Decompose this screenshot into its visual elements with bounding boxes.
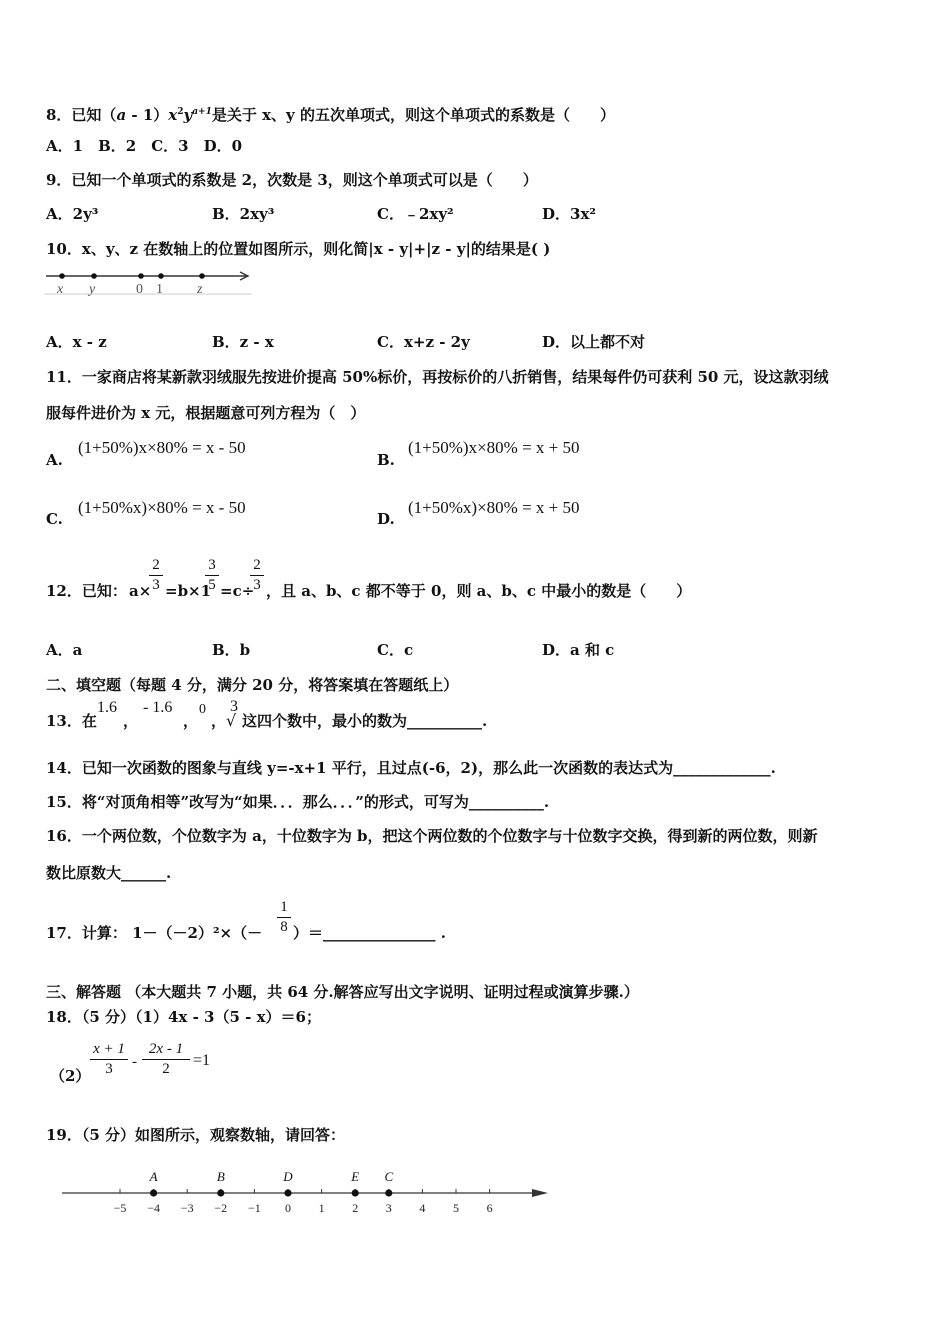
- q12-frac2-bar: [205, 575, 219, 576]
- q18-equals-one: =1: [193, 1052, 211, 1069]
- q13-post: 这四个数中，最小的数为__________.: [242, 712, 488, 730]
- q8-post: 是关于 x、y 的五次单项式，则这个单项式的系数是（ ）: [211, 106, 615, 124]
- q10-point-1: [158, 273, 164, 279]
- q19-point-D: [284, 1189, 291, 1196]
- question-9-stem: 9．已知一个单项式的系数是 2，次数是 3，则这个单项式可以是（ ）: [46, 171, 538, 189]
- question-8-options: A．1 B．2 C．3 D．0: [46, 137, 243, 155]
- q18-frac1-bar: [90, 1059, 128, 1060]
- q18-frac1-den: 3: [105, 1061, 113, 1077]
- question-8-stem: [46, 102, 615, 125]
- q10-point-y: [91, 273, 97, 279]
- q19-tick-label-9: 4: [419, 1201, 426, 1215]
- question-15: 15．将“对顶角相等”改写为“如果．．．那么．．．”的形式，可写为__________.: [46, 793, 550, 811]
- section-3-heading: 三、解答题 （本大题共 7 小题，共 64 分.解答应写出文字说明、证明过程或演算步骤.）: [46, 983, 639, 1001]
- q13-sep-3: ，: [211, 712, 227, 730]
- q18-part2-label: （2）: [50, 1067, 91, 1085]
- q19-tick-label-1: −4: [147, 1201, 160, 1215]
- q10-label-z: z: [197, 282, 203, 297]
- q12-a-times: a×: [129, 582, 152, 600]
- question-18-part1: 18．（5 分）（1）4x - 3（5 - x）＝6；: [46, 1008, 321, 1026]
- q8-y-exp: a+1: [192, 107, 212, 117]
- q13-sep-1: ，: [123, 712, 139, 730]
- q12-option-c: C．c: [377, 641, 414, 659]
- q12-fraction-2: [205, 557, 219, 594]
- q12-frac1-den: 3: [152, 577, 160, 593]
- q10-point-0: [138, 273, 144, 279]
- q19-tick-label-7: 2: [352, 1201, 359, 1215]
- q10-label-x: x: [57, 282, 64, 297]
- question-10-stem: 10．x、y、z 在数轴上的位置如图所示，则化简|x - y|+|z - y|的结果是( ): [46, 240, 551, 258]
- q11-option-b-label: B.: [377, 451, 395, 469]
- q8-var-a: a: [116, 106, 127, 124]
- q13-sep-2: ，: [183, 712, 199, 730]
- q18-frac2-den: 2: [162, 1061, 170, 1077]
- q10-label-y: y: [89, 282, 96, 297]
- q19-tick-label-10: 5: [453, 1201, 459, 1215]
- q17-post: ）＝_______________ .: [293, 924, 446, 942]
- q8-var-y: y: [183, 106, 193, 124]
- q10-option-c: C．x+z - 2y: [377, 333, 470, 351]
- q10-point-z: [199, 273, 205, 279]
- q12-tail: ，且 a、b、c 都不等于 0，则 a、b、c 中最小的数是（ ）: [266, 582, 692, 600]
- q12-fraction-3: [250, 557, 264, 594]
- q12-option-b: B．b: [212, 641, 251, 659]
- question-11-stem-line2: 服每件进价为 x 元，根据题意可列方程为（ ）: [46, 404, 366, 422]
- q12-frac1-num: 2: [152, 557, 160, 573]
- q19-tick-label-11: 6: [486, 1201, 493, 1215]
- question-16-line1: 16．一个两位数，个位数字为 a，十位数字为 b，把这个两位数的个位数字与十位数字交换，得到新的两位数，则新: [46, 827, 818, 845]
- q18-frac2-bar: [142, 1059, 190, 1060]
- q19-axis-arrow: [532, 1189, 548, 1197]
- q10-option-d: D．以上都不对: [542, 333, 646, 351]
- q12-frac2-den: 5: [208, 577, 216, 593]
- q9-option-d: D．3x²: [542, 205, 596, 223]
- q13-number-1: 1.6: [97, 699, 117, 716]
- q19-tick-label-6: 1: [318, 1201, 325, 1215]
- q10-label-1: 1: [156, 282, 163, 297]
- q19-number-line: [58, 1164, 558, 1220]
- q19-point-C: [385, 1189, 392, 1196]
- q19-tick-label-3: −2: [214, 1201, 228, 1215]
- q13-number-3: 0: [199, 702, 206, 717]
- q17-frac-bar: [277, 917, 291, 918]
- q10-option-b: B．z - x: [212, 333, 274, 351]
- q19-point-label-A: A: [149, 1169, 158, 1184]
- q19-tick-label-4: −1: [248, 1201, 261, 1215]
- q10-label-0: 0: [136, 282, 143, 297]
- question-11-stem-line1: 11．一家商店将某新款羽绒服先按进价提高 50%标价，再按标价的八折销售，结果每件仍可获利 50 元，设这款羽绒: [46, 368, 829, 386]
- q12-frac3-num: 2: [253, 557, 261, 573]
- q13-sqrt-sign: √: [226, 711, 237, 730]
- q19-tick-label-8: 3: [385, 1201, 392, 1215]
- q12-option-d: D．a 和 c: [542, 641, 615, 659]
- q13-number-4: 3: [230, 698, 238, 715]
- section-2-heading: 二、填空题（每题 4 分，满分 20 分，将答案填在答题纸上）: [46, 676, 459, 694]
- q11-option-c-equation: (1+50%x)×80% = x - 50: [78, 498, 246, 517]
- q18-fraction-1: [90, 1041, 128, 1078]
- q12-fraction-1: [149, 557, 163, 594]
- q19-point-E: [352, 1189, 359, 1196]
- q11-option-c-label: C.: [46, 510, 63, 528]
- q8-var-x: x: [168, 106, 178, 124]
- q18-minus: -: [132, 1054, 137, 1070]
- q11-option-d-label: D.: [377, 510, 395, 528]
- q18-fraction-2: [142, 1041, 190, 1078]
- q9-option-a: A．2y³: [46, 205, 99, 223]
- q19-tick-label-5: 0: [285, 1201, 291, 1215]
- q12-eq-c: =c÷: [220, 582, 255, 600]
- q12-option-a: A．a: [46, 641, 83, 659]
- q10-number-line: [42, 266, 256, 300]
- q19-point-label-E: E: [351, 1169, 360, 1184]
- q12-eq-b: =b×1: [165, 582, 212, 600]
- q19-point-A: [150, 1189, 157, 1196]
- q10-point-x: [59, 273, 65, 279]
- q19-point-label-D: D: [283, 1169, 293, 1184]
- q18-frac2-num: 2x - 1: [148, 1041, 184, 1057]
- q18-frac1-num: x + 1: [93, 1041, 125, 1057]
- q12-label: 12．已知：: [46, 582, 127, 600]
- q17-frac-den: 8: [280, 919, 288, 935]
- q17-frac-num: 1: [280, 899, 288, 915]
- q8-x-exp: 2: [177, 107, 184, 117]
- q11-option-a-equation: (1+50%)x×80% = x - 50: [78, 438, 246, 457]
- q17-pre: 17．计算： 1－（－2）²×（－: [46, 924, 263, 942]
- question-14: 14．已知一次函数的图象与直线 y=-x+1 平行，且过点(-6，2)，那么此一次函数的表达式为_____________.: [46, 759, 776, 777]
- question-16-line2: 数比原数大______.: [46, 864, 172, 882]
- question-19-stem: 19．（5 分）如图所示，观察数轴，请回答：: [46, 1126, 346, 1144]
- q10-option-a: A．x - z: [46, 333, 107, 351]
- q19-point-label-C: C: [384, 1169, 394, 1184]
- q19-tick-label-0: −5: [113, 1201, 127, 1215]
- q12-frac2-num: 3: [208, 557, 216, 573]
- q19-point-label-B: B: [216, 1169, 225, 1184]
- q11-option-a-label: A.: [46, 451, 63, 469]
- q11-option-b-equation: (1+50%)x×80% = x + 50: [408, 438, 580, 457]
- q13-pre: 13．在: [46, 712, 97, 730]
- q9-option-c: C．﹣2xy²: [377, 205, 454, 223]
- q12-frac3-den: 3: [253, 577, 261, 593]
- q12-frac1-bar: [149, 575, 163, 576]
- q8-pre: 8．已知（: [46, 106, 117, 124]
- q8-minus-one: - 1）: [126, 106, 169, 124]
- q9-option-b: B．2xy³: [212, 205, 275, 223]
- q11-option-d-equation: (1+50%x)×80% = x + 50: [408, 498, 580, 517]
- q19-point-B: [217, 1189, 224, 1196]
- q12-frac3-bar: [250, 575, 264, 576]
- q19-tick-label-2: −3: [180, 1201, 194, 1215]
- q13-number-2: - 1.6: [143, 699, 173, 716]
- q17-fraction: [277, 899, 291, 936]
